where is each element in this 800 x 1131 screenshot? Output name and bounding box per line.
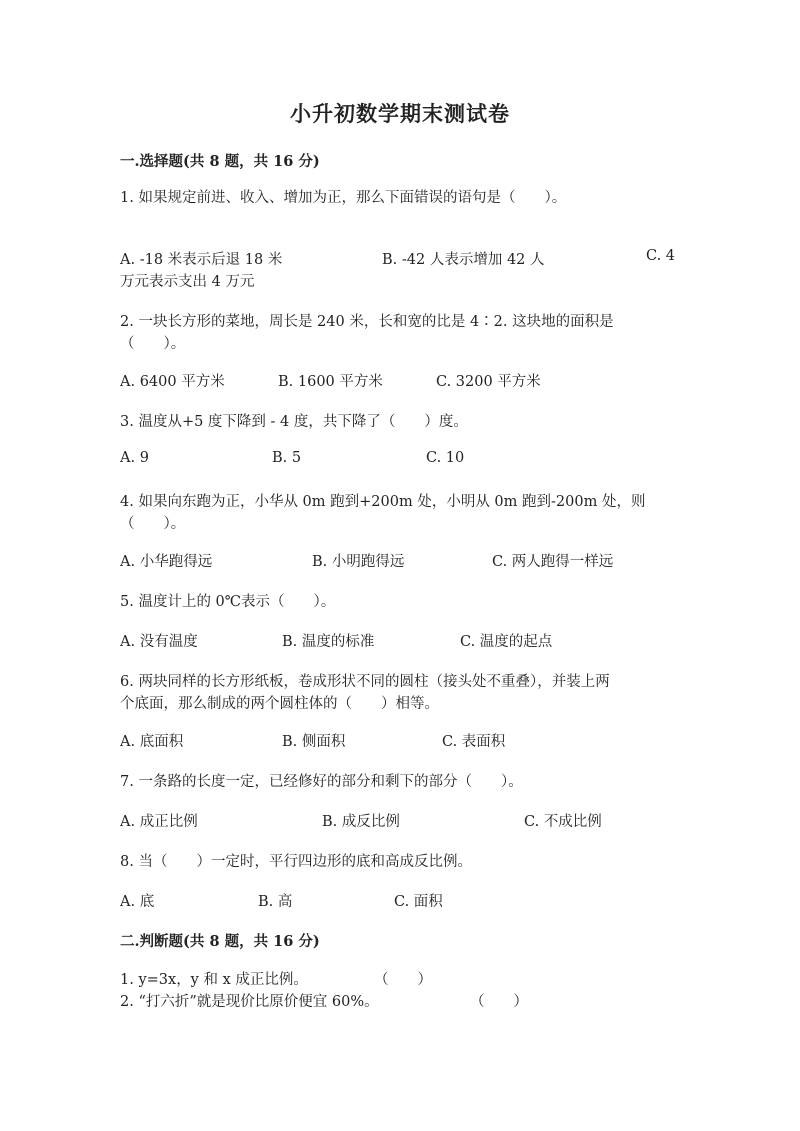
question-3-option-a: A. 9 [120,450,149,466]
question-4-line-1: 4. 如果向东跑为正，小华从 0m 跑到+200m 处，小明从 0m 跑到-200m 处，则 [120,494,646,510]
question-3-option-c: C. 10 [426,450,465,466]
question-7-option-a: A. 成正比例 [120,814,198,830]
judgement-1-answer-blank: （ ） [374,972,432,988]
page-title: 小升初数学期末测试卷 [290,101,510,126]
question-5-option-b: B. 温度的标准 [282,634,375,650]
section-heading-choice: 一.选择题(共 8 题，共 16 分) [120,153,320,170]
question-8-option-c: C. 面积 [394,894,443,910]
question-3-option-b: B. 5 [272,450,302,466]
question-5: 5. 温度计上的 0℃表示（ ）。 [120,594,336,610]
question-2-line-2: （ ）。 [120,336,186,352]
question-7-option-b: B. 成反比例 [322,814,400,830]
judgement-1: 1. y=3x，y 和 x 成正比例。 [120,972,308,988]
question-1-option-c-cont: 万元表示支出 4 万元 [120,274,255,290]
question-1-option-b: B. -42 人表示增加 42 人 [382,252,545,268]
question-6-option-c: C. 表面积 [442,734,506,750]
judgement-2: 2. “打六折”就是现价比原价便宜 60%。 [120,994,379,1010]
question-6-line-1: 6. 两块同样的长方形纸板，卷成形状不同的圆柱（接头处不重叠），并装上两 [120,674,610,690]
question-4-option-a: A. 小华跑得远 [120,554,213,570]
question-8-option-b: B. 高 [258,894,293,910]
question-5-option-c: C. 温度的起点 [460,634,553,650]
question-3: 3. 温度从+5 度下降到 - 4 度，共下降了（ ）度。 [120,414,468,430]
question-6-option-a: A. 底面积 [120,734,184,750]
section-heading-judgement: 二.判断题(共 8 题，共 16 分) [120,933,320,950]
question-4-line-2: （ ）。 [120,516,186,532]
question-6-option-b: B. 侧面积 [282,734,346,750]
question-7: 7. 一条路的长度一定，已经修好的部分和剩下的部分（ ）。 [120,774,523,790]
judgement-2-answer-blank: （ ） [470,994,528,1010]
question-2-line-1: 2. 一块长方形的菜地，周长是 240 米，长和宽的比是 4∶2. 这块地的面积是 [120,314,614,330]
question-1: 1. 如果规定前进、收入、增加为正，那么下面错误的语句是（ ）。 [120,190,567,206]
question-2-option-a: A. 6400 平方米 [120,374,225,390]
question-4-option-b: B. 小明跑得远 [312,554,405,570]
question-5-option-a: A. 没有温度 [120,634,198,650]
question-8: 8. 当（ ）一定时，平行四边形的底和高成反比例。 [120,854,472,870]
question-7-option-c: C. 不成比例 [524,814,602,830]
question-2-option-c: C. 3200 平方米 [436,374,541,390]
question-1-option-a: A. -18 米表示后退 18 米 [120,252,283,268]
question-2-option-b: B. 1600 平方米 [278,374,383,390]
question-6-line-2: 个底面，那么制成的两个圆柱体的（ ）相等。 [120,696,439,712]
question-8-option-a: A. 底 [120,894,155,910]
question-4-option-c: C. 两人跑得一样远 [492,554,614,570]
question-1-option-c: C. 4 [646,248,676,264]
